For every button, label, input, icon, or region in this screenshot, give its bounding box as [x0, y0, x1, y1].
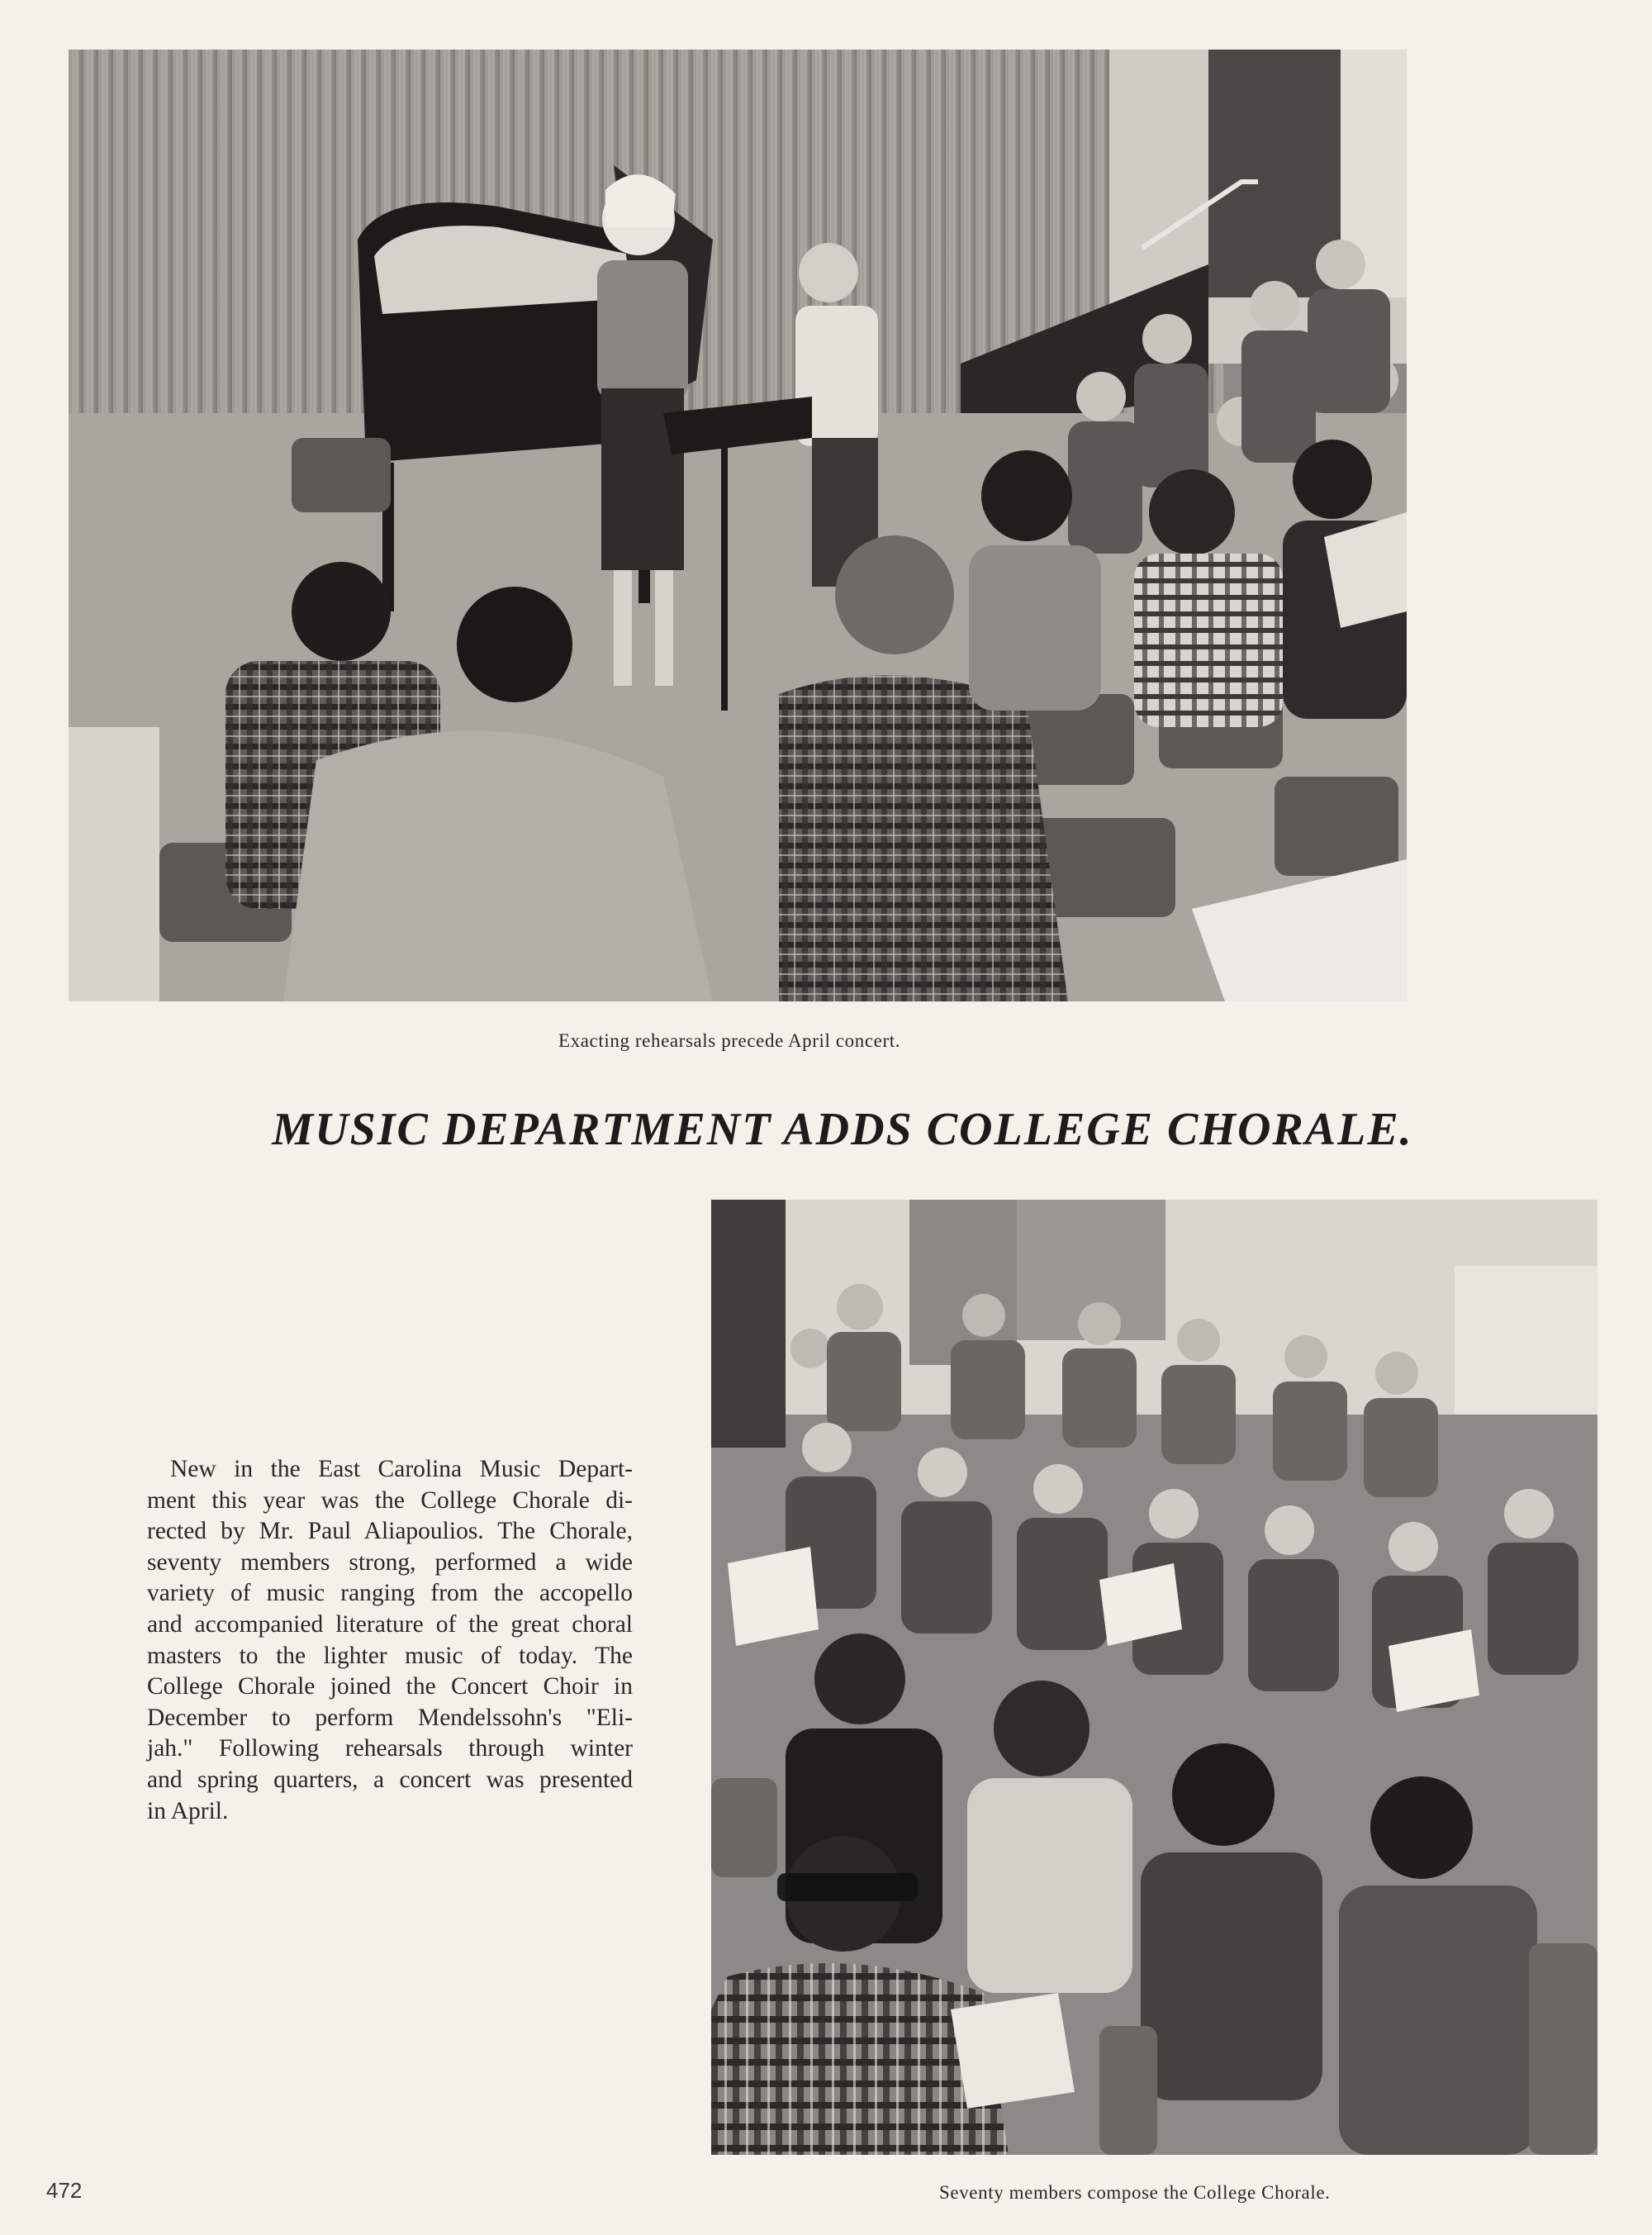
article-body: [147, 1454, 633, 1827]
body-line: ment this year was the College Chorale di-: [147, 1486, 633, 1514]
body-line: rected by Mr. Paul Aliapoulios. The Chorale,: [147, 1518, 633, 1545]
rehearsal-photo-illustration: [69, 50, 1407, 1001]
top-photo-caption: Exacting rehearsals precede April concert.: [558, 1030, 901, 1051]
rehearsal-photo: [69, 50, 1407, 1001]
body-line: variety of music ranging from the accopello: [147, 1580, 633, 1607]
body-line: masters to the lighter music of today. The: [147, 1642, 633, 1669]
body-line: December to perform Mendelssohn's "Eli-: [147, 1704, 633, 1731]
body-line: seventy members strong, performed a wide: [147, 1548, 633, 1576]
body-line: College Chorale joined the Concert Choir in: [147, 1673, 633, 1700]
page-number: 472: [46, 2178, 83, 2203]
page-headline: MUSIC DEPARTMENT ADDS COLLEGE CHORALE.: [272, 1104, 1413, 1155]
body-line: and accompanied literature of the great choral: [147, 1610, 633, 1638]
chorale-photo-illustration: [711, 1200, 1597, 2155]
body-line: New in the East Carolina Music Depart-: [170, 1456, 633, 1482]
chorale-photo: [711, 1200, 1597, 2155]
body-line: jah." Following rehearsals through winter: [147, 1735, 633, 1762]
body-line: and spring quarters, a concert was presented: [147, 1766, 633, 1793]
bottom-photo-caption: Seventy members compose the College Chorale.: [939, 2182, 1331, 2203]
body-line: in April.: [147, 1797, 229, 1824]
